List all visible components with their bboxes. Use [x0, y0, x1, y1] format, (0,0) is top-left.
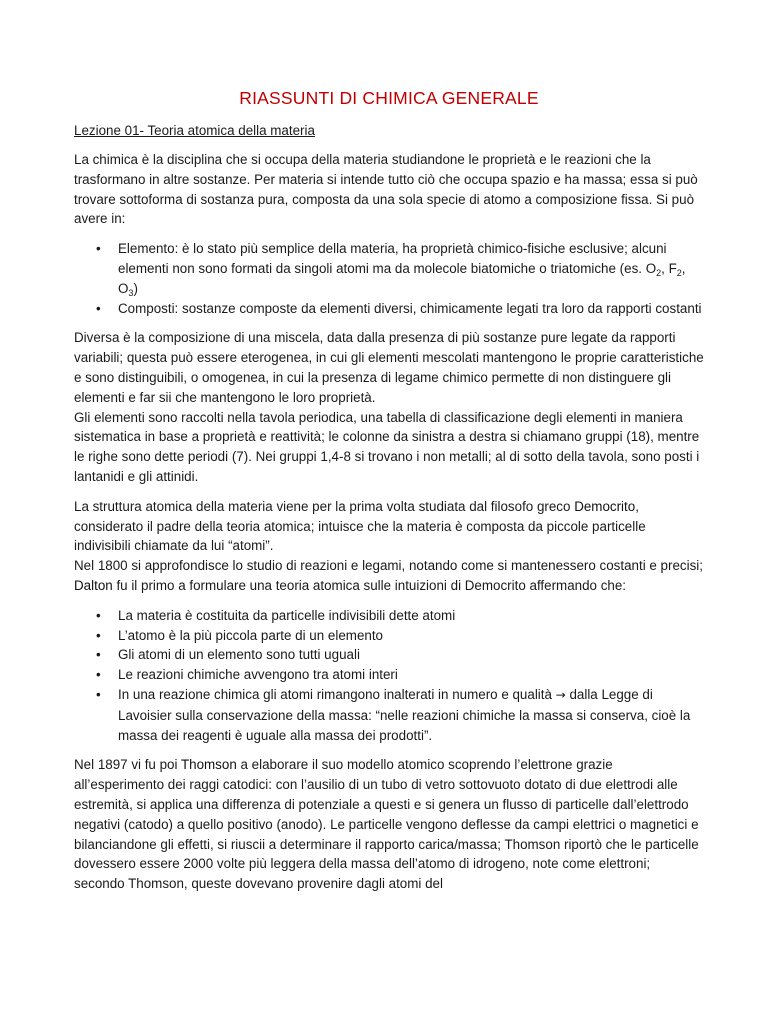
- list-item-text: ): [133, 280, 138, 296]
- person-name: Democrito: [574, 498, 636, 514]
- list-item-text: Le reazioni chimiche avvengono tra atomi interi: [118, 667, 398, 683]
- subscript: 2: [656, 267, 662, 278]
- paragraph-text: , considerato il padre della teoria atomica; intuisce che la materia è composta da piccole particelle indivisibili chiamate da lui “atomi”.: [74, 498, 646, 554]
- list-item: [74, 645, 704, 665]
- subscript: 3: [128, 287, 134, 298]
- bullet-icon: •: [96, 241, 101, 257]
- list-item-text: In una reazione chimica gli atomi rimangono inalterati in numero e qualità: [118, 686, 556, 702]
- paragraph-intro: La chimica è la disciplina che si occupa della materia studiandone le proprietà e le reazioni che la trasformano in altre sostanze. Per materia si intende tutto ciò che occupa spazio e ha massa; essa si può trovare sottoforma di sostanza pura, composta da una sola specie di atomo a composizione fissa. Si può avere in:: [74, 152, 698, 227]
- paragraph-democrito: [74, 497, 704, 556]
- paragraph-tavola-periodica: Gli elementi sono raccolti nella tavola periodica, una tabella di classificazione degli elementi in maniera sistematica in base a proprietà e reattività; le colonne da sinistra a destra si chiamano gruppi (18), mentre le righe sono dette periodi (7). Nei gruppi 1,4-8 si trovano i non metalli; al di sotto della tavola, sono posti i lantanidi e gli attinidi.: [74, 409, 700, 484]
- list-item-elemento: [74, 239, 704, 298]
- list-item-text: La materia è costituita da particelle indivisibili dette atomi: [118, 607, 456, 623]
- subscript: 2: [676, 267, 682, 278]
- bullet-icon: •: [96, 627, 101, 643]
- list-item-text: , O: [118, 260, 686, 296]
- list-item: [74, 606, 704, 626]
- list-item-text: dalla Legge di Lavoisier sulla conservazione della massa: “nelle reazioni chimiche la massa si conserva, cioè la massa dei reagenti è uguale alla massa dei prodotti”.: [118, 686, 691, 743]
- document-title: RIASSUNTI DI CHIMICA GENERALE: [239, 88, 539, 108]
- list-item: [74, 626, 704, 646]
- bullet-icon: •: [96, 667, 101, 683]
- list-item-text: , F: [661, 260, 677, 276]
- paragraph-text: fu il primo a formulare una teoria atomica sulle intuizioni di Democrito affermando che:: [112, 577, 627, 593]
- list-item-text: Elemento: è lo stato più semplice della materia, ha proprietà chimico-fisiche esclusive; alcuni elementi non sono formati da singoli atomi ma da molecole biatomiche o triatomiche (es. O: [118, 241, 667, 276]
- paragraph-text: Nel 1800 si approfondisce lo studio di reazioni e legami, notando come si mantenessero costanti e precisi;: [74, 558, 703, 574]
- list-item: [74, 665, 704, 685]
- paragraph-miscela: Diversa è la composizione di una miscela, data dalla presenza di più sostanze pure legate da rapporti variabili; questa può essere eterogenea, in cui gli elementi mescolati mantengono le proprie caratteristiche e sono distinguibili, o omogenea, in cui la presenza di legame chimico permette di non distinguere gli elementi e far sii che mantengono le loro proprietà.: [74, 330, 704, 405]
- paragraph-text: Nel 1897 vi fu poi: [74, 757, 181, 773]
- bullet-icon: •: [96, 300, 101, 316]
- bullet-icon: •: [96, 647, 101, 663]
- paragraph-text: a elaborare il suo modello atomico scoprendo l’elettrone grazie all’esperimento dei raggi catodici: con l’ausilio di un tubo di vetro sottovuoto dotato di due elettrodi alle estremità, si applica una differenza di potenziale a questi e si genera un flusso di particelle dall’elettrodo negativi (catodo) a quello positivo (anodo). Le particelle vengono deflesse da campi elettrici o magnetici e bilanciandone gli effetti, si riuscii a determinare il rapporto carica/massa; Thomson riportò che le particelle dovessero essere 2000 volte più leggera della massa dell’atomo di idrogeno, note come elettroni; secondo Thomson, queste dovevano provenire dagli atomi del: [74, 757, 699, 892]
- arrow-right-icon: →: [555, 687, 566, 702]
- bullet-icon: •: [96, 607, 101, 623]
- bullet-list-substances: [74, 239, 704, 318]
- person-name: Thomson: [180, 757, 237, 773]
- list-item: [74, 685, 704, 745]
- person-name: Dalton: [74, 577, 113, 593]
- list-item-text: Gli atomi di un elemento sono tutti uguali: [118, 647, 360, 663]
- bullet-list-dalton: [74, 606, 704, 746]
- bullet-icon: •: [96, 686, 101, 702]
- paragraph-thomson: [74, 755, 704, 894]
- paragraph-dalton: [74, 556, 704, 596]
- list-item-text: Composti: sostanze composte da elementi diversi, chimicamente legati tra loro da rapporti costanti: [118, 300, 702, 316]
- list-item-text: L’atomo è la più piccola parte di un elemento: [118, 627, 384, 643]
- paragraph-text: La struttura atomica della materia viene per la prima volta studiata dal filosofo greco: [74, 498, 575, 514]
- list-item-composti: [74, 299, 704, 319]
- lesson-title: Lezione 01- Teoria atomica della materia: [74, 123, 315, 138]
